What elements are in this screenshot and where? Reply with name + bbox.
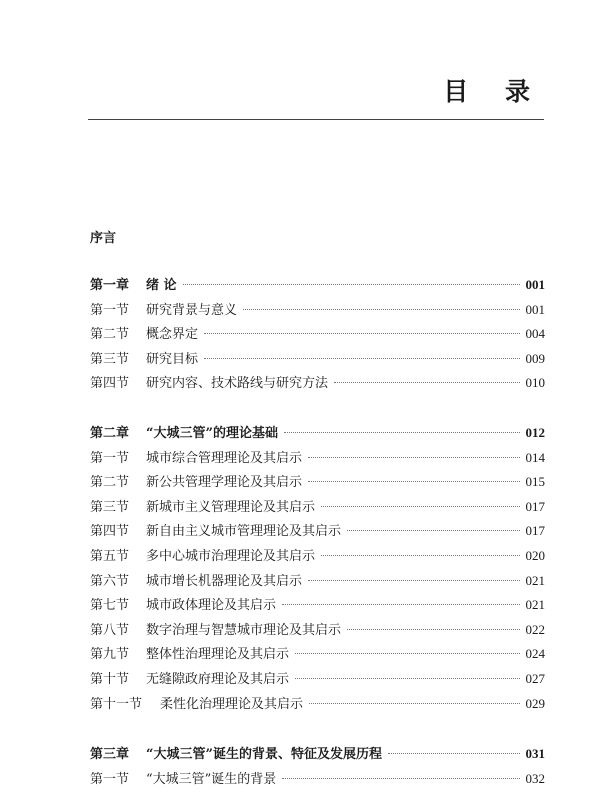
toc-entry-page: 012 bbox=[525, 425, 545, 440]
toc-entry-number: 第二章 bbox=[90, 426, 130, 441]
toc-entry-number: 第八节 bbox=[90, 622, 130, 638]
toc-entry-number: 第六节 bbox=[90, 573, 130, 589]
toc-entry-title: 概念界定 bbox=[146, 327, 199, 343]
toc-dot-leader bbox=[309, 703, 519, 704]
toc-entry-title: 城市综合管理理论及其启示 bbox=[146, 450, 303, 466]
toc-section-entry bbox=[90, 348, 545, 373]
toc-entry-page: 004 bbox=[525, 326, 545, 342]
toc-dot-leader bbox=[321, 555, 519, 556]
toc-dot-leader bbox=[282, 604, 519, 605]
toc-entry-number: 第一节 bbox=[90, 771, 130, 787]
toc-section-entry bbox=[90, 768, 545, 793]
toc-section-entry bbox=[90, 323, 545, 348]
toc-dot-leader bbox=[308, 457, 519, 458]
toc-entry-page: 014 bbox=[525, 449, 545, 465]
toc-entry-title: 无缝隙政府理论及其启示 bbox=[146, 671, 290, 687]
toc-chapter-entry bbox=[90, 274, 545, 299]
toc-entry-page: 029 bbox=[525, 695, 545, 711]
toc-section-entry bbox=[90, 693, 545, 718]
toc-group-chapter-2 bbox=[90, 422, 545, 717]
toc-entry-page: 024 bbox=[525, 646, 545, 662]
toc-entry-title: 多中心城市治理理论及其启示 bbox=[146, 548, 316, 564]
toc-entry-number: 第四节 bbox=[90, 376, 130, 392]
toc-dot-leader bbox=[308, 580, 519, 581]
toc-entry-title: 数字治理与智慧城市理论及其启示 bbox=[146, 622, 342, 638]
toc-entry-title: 城市增长机器理论及其启示 bbox=[146, 573, 303, 589]
toc-entry-page: 009 bbox=[525, 350, 545, 366]
toc-entry-page: 015 bbox=[525, 474, 545, 490]
toc-entry-page: 017 bbox=[525, 498, 545, 514]
toc-entry-page: 022 bbox=[525, 621, 545, 637]
toc-entry-number: 第十节 bbox=[90, 671, 130, 687]
toc-entry-number: 第三节 bbox=[90, 499, 130, 515]
toc-entry-title: 研究目标 bbox=[146, 351, 199, 367]
toc-section-entry bbox=[90, 447, 545, 472]
toc-entry-page: 010 bbox=[525, 375, 545, 391]
toc-section-entry bbox=[90, 372, 545, 397]
toc-section-entry bbox=[90, 594, 545, 619]
toc-dot-leader bbox=[284, 432, 520, 433]
toc-group-chapter-1 bbox=[90, 274, 545, 397]
toc-entry-title: 研究背景与意义 bbox=[146, 302, 238, 318]
toc-entry-title: 柔性化治理理论及其启示 bbox=[160, 696, 304, 712]
toc-dot-leader bbox=[183, 284, 520, 285]
toc-entry-number: 第一节 bbox=[90, 302, 130, 318]
toc-dot-leader bbox=[243, 309, 519, 310]
toc-entry-number: 第七节 bbox=[90, 598, 130, 614]
toc-entry-number: 第十一节 bbox=[90, 696, 143, 712]
toc-entry-page: 021 bbox=[525, 572, 545, 588]
title-rule bbox=[88, 119, 544, 120]
toc-entry-page: 001 bbox=[525, 301, 545, 317]
toc-entry-number: 第一节 bbox=[90, 450, 130, 466]
toc-entry-page: 020 bbox=[525, 547, 545, 563]
toc-entry-page: 021 bbox=[525, 597, 545, 613]
toc-entry-title: 新公共管理学理论及其启示 bbox=[146, 475, 303, 491]
toc-entry-number: 第二节 bbox=[90, 475, 130, 491]
toc-dot-leader bbox=[204, 333, 519, 334]
toc-dot-leader bbox=[347, 629, 519, 630]
toc-dot-leader bbox=[295, 678, 519, 679]
toc-entry-page: 001 bbox=[525, 277, 545, 292]
toc-dot-leader bbox=[334, 382, 519, 383]
toc-dot-leader bbox=[295, 653, 519, 654]
toc-section-entry bbox=[90, 570, 545, 595]
toc-entry-title: “大城三管”诞生的背景 bbox=[146, 771, 277, 787]
toc-entry-page: 027 bbox=[525, 670, 545, 686]
toc-entry-number: 第四节 bbox=[90, 524, 130, 540]
toc-entry-title: “大城三管”诞生的背景、特征及发展历程 bbox=[146, 747, 382, 762]
toc-entry-page: 031 bbox=[525, 746, 545, 761]
toc-dot-leader bbox=[282, 778, 519, 779]
toc-dot-leader bbox=[388, 753, 520, 754]
toc-entry-title: 新城市主义管理理论及其启示 bbox=[146, 499, 316, 515]
toc-entry-number: 第三节 bbox=[90, 351, 130, 367]
toc-chapter-entry bbox=[90, 743, 545, 768]
toc-section-entry bbox=[90, 668, 545, 693]
toc-dot-leader bbox=[347, 530, 519, 531]
toc-entry-title: 绪 论 bbox=[146, 278, 177, 293]
preface-heading: 序言 bbox=[90, 231, 117, 246]
toc-section-entry bbox=[90, 471, 545, 496]
toc-dot-leader bbox=[204, 358, 519, 359]
toc-entry-number: 第一章 bbox=[90, 278, 130, 293]
page-title: 目 录 bbox=[443, 77, 544, 106]
toc-section-entry bbox=[90, 496, 545, 521]
toc-entry-number: 第二节 bbox=[90, 327, 130, 343]
toc-entry-number: 第三章 bbox=[90, 747, 130, 762]
toc-section-entry bbox=[90, 520, 545, 545]
toc-section-entry bbox=[90, 299, 545, 324]
toc-entry-title: 整体性治理理论及其启示 bbox=[146, 647, 290, 663]
toc-section-entry bbox=[90, 545, 545, 570]
toc-dot-leader bbox=[308, 481, 519, 482]
toc-entry-page: 017 bbox=[525, 523, 545, 539]
toc-dot-leader bbox=[321, 506, 519, 507]
toc-chapter-entry bbox=[90, 422, 545, 447]
toc-entry-title: 新自由主义城市管理理论及其启示 bbox=[146, 524, 342, 540]
toc-section-entry bbox=[90, 619, 545, 644]
toc-entry-title: 研究内容、技术路线与研究方法 bbox=[146, 376, 329, 392]
toc-entry-number: 第九节 bbox=[90, 647, 130, 663]
toc-group-chapter-3 bbox=[90, 743, 545, 792]
toc-entry-title: “大城三管”的理论基础 bbox=[146, 426, 278, 441]
toc-entry-title: 城市政体理论及其启示 bbox=[146, 598, 277, 614]
toc-entry-number: 第五节 bbox=[90, 548, 130, 564]
toc-section-entry bbox=[90, 643, 545, 668]
toc-entry-page: 032 bbox=[525, 770, 545, 786]
